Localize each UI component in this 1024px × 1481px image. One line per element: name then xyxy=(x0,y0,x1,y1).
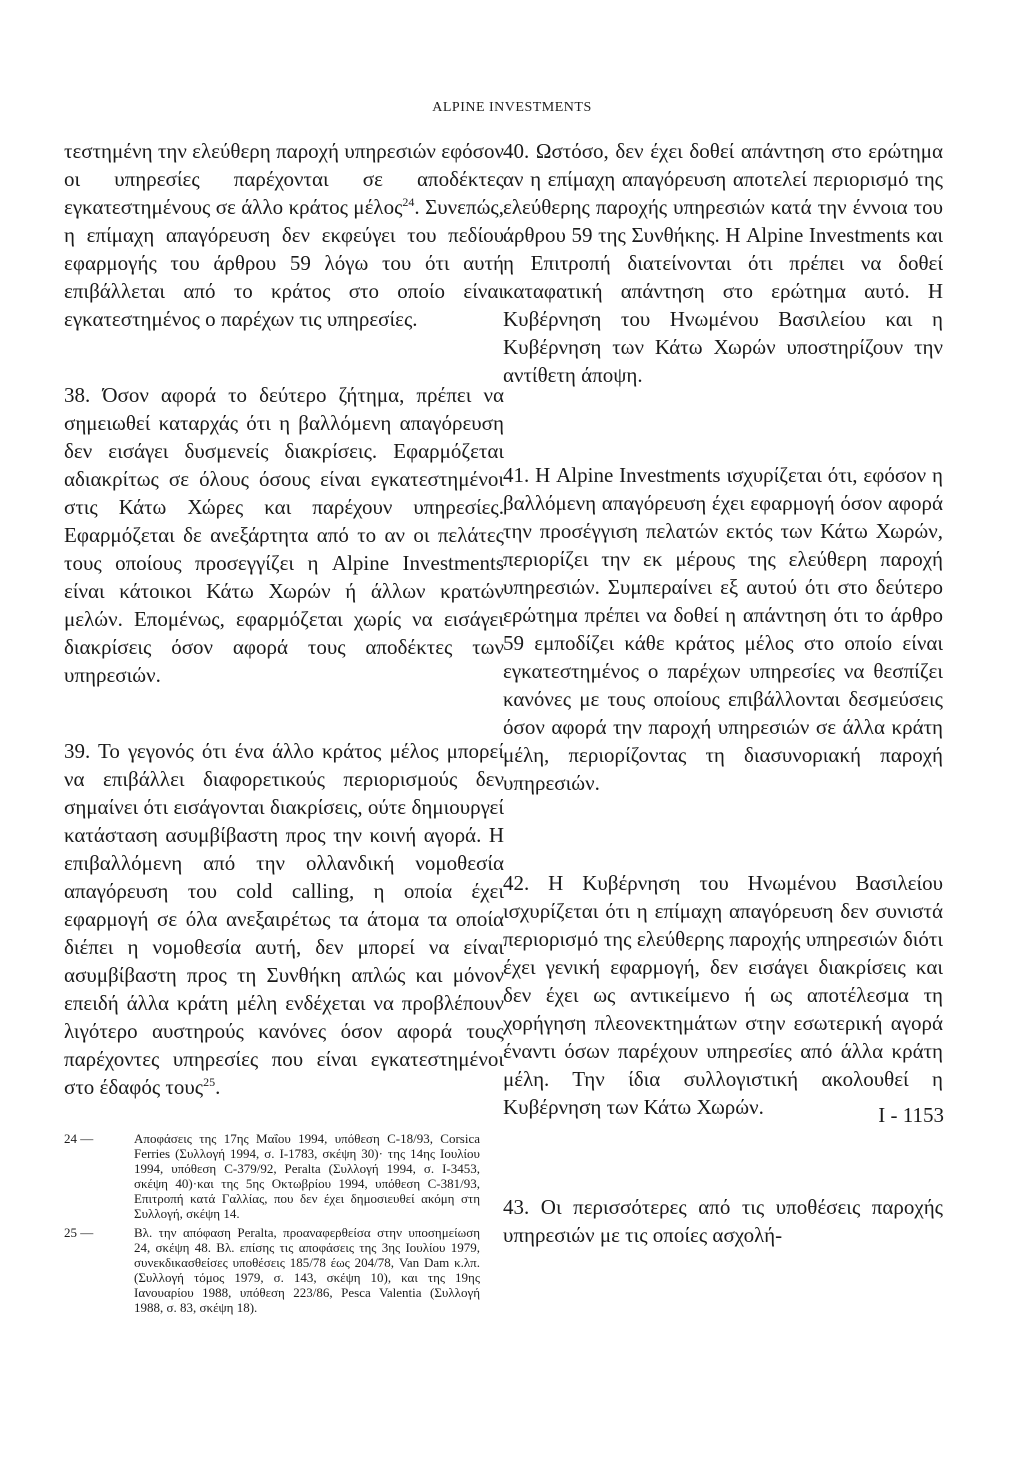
page-number: I - 1153 xyxy=(878,1103,944,1127)
running-header: ALPINE INVESTMENTS xyxy=(432,100,592,115)
footnotes xyxy=(64,1131,504,1315)
footnote-number: 25 — xyxy=(64,1225,94,1240)
paragraph-38: 38. Όσον αφορά το δεύτερο ζήτημα, πρέπει να σημειωθεί καταρχάς ότι η βαλλόμενη απαγόρευση δεν εισάγει δυσμενείς διακρίσεις. Εφαρμόζεται αδιακρίτως σε όλους όσους είναι εγκατεστημένοι στις Κάτω Χώρες και παρέχουν υπηρεσίες. Εφαρμόζεται δε ανεξάρτητα από το αν οι πελάτες τους οποίους προσεγγίζει η Alpine Investments είναι κάτοικοι Κάτω Χωρών ή άλλων κρατών μελών. Επομένως, εφαρμόζεται χωρίς να εισάγει διακρίσεις όσον αφορά τους αποδέκτες των υπηρεσιών. xyxy=(64,383,504,687)
footnote-ref-24: 24 xyxy=(402,195,415,209)
footnote-24 xyxy=(64,1131,504,1221)
right-column xyxy=(503,137,943,1249)
paragraph-40: 40. Ωστόσο, δεν έχει δοθεί απάντηση στο ερώτημα αν η επίμαχη απαγόρευση αποτελεί περιορισμό της ελεύθερης παροχής υπηρεσιών κατά την έννοια του άρθρου 59 της Συνθήκης. Η Alpine Investments και η Επιτροπή διατείνονται ότι πρέπει να δοθεί καταφατική απάντηση στο ερώτημα αυτό. Η Κυβέρνηση του Ηνωμένου Βασιλείου και η Κυβέρνηση των Κάτω Χωρών υποστηρίζουν την αντίθετη άποψη. xyxy=(503,139,943,387)
footnote-number: 24 — xyxy=(64,1131,94,1146)
paragraph-43: 43. Οι περισσότερες από τις υποθέσεις παροχής υπηρεσιών με τις οποίες ασχολή- xyxy=(503,1195,943,1247)
paragraph-39: 39. Το γεγονός ότι ένα άλλο κράτος μέλος μπορεί να επιβάλλει διαφορετικούς περιορισμούς δεν σημαίνει ότι εισάγονται διακρίσεις, ούτε δημιουργεί κατάσταση ασυμβίβαστη προς την κοινή αγορά. Η επιβαλλόμενη από την ολλανδική νομοθεσία απαγόρευση του cold calling, η οποία έχει εφαρμογή σε όλα ανεξαιρέτως τα άτομα τα οποία διέπει η νομοθεσία αυτή, δεν μπορεί να είναι ασυμβίβαστη προς τη Συνθήκη απλώς και μόνον επειδή άλλα κράτη μέλη ενδέχεται να προβλέπουν λιγότερο αυστηρούς κανόνες όσον αφορά τους παρέχοντες υπηρεσίες που είναι εγκατεστημένοι στο έδαφός τους$^{25}$. xyxy=(64,739,504,1099)
footnote-text: Αποφάσεις της 17ης Μαΐου 1994, υπόθεση C-18/93, Corsica Ferries (Συλλογή 1994, σ. I-1783, σκέψη 30)· της 14ης Ιουλίου 1994, υπόθεση C-379/92, Peralta (Συλλογή 1994, σ. I-3453, σκέψη 40)·και της 5ης Οκτωβρίου 1994, υπόθεση C-381/93, Επιτροπή κατά Γαλλίας, που δεν έχει δημοσιευθεί ακόμη στη Συλλογή, σκέψη 14. xyxy=(134,1131,480,1221)
footnote-ref-25: 25 xyxy=(203,1075,216,1089)
left-column xyxy=(64,137,504,1319)
paragraph-42: 42. Η Κυβέρνηση του Ηνωμένου Βασιλείου ισχυρίζεται ότι η επίμαχη απαγόρευση δεν συνιστά περιορισμό της ελεύθερης παροχής υπηρεσιών διότι έχει γενική εφαρμογή, δεν εισάγει διακρίσεις και δεν έχει ως αντικείμενο ή ως αποτέλεσμα τη χορήγηση πλεονεκτημάτων στην εσωτερική αγορά έναντι όσων παρέχουν υπηρεσίες από άλλα κράτη μέλη. Την ίδια συλλογιστική ακολουθεί η Κυβέρνηση των Κάτω Χωρών. xyxy=(503,871,943,1119)
footnote-text: Βλ. την απόφαση Peralta, προαναφερθείσα στην υποσημείωση 24, σκέψη 48. Βλ. επίσης τις αποφάσεις της 3ης Ιουλίου 1979, συνεκδικασθείσες υποθέσεις 185/78 έως 204/78, Van Dam κ.λπ. (Συλλογή τόμος 1979, σ. 143, σκέψη 10), και της 19ης Ιανουαρίου 1988, υπόθεση 223/86, Pesca Valentia (Συλλογή 1988, σ. 83, σκέψη 18). xyxy=(134,1225,480,1315)
paragraph-41: 41. Η Alpine Investments ισχυρίζεται ότι, εφόσον η βαλλόμενη απαγόρευση έχει εφαρμογή όσον αφορά την προσέγγιση πελατών εκτός των Κάτω Χωρών, περιορίζει την εκ μέρους της ελεύθερη παροχή υπηρεσιών. Συμπεραίνει εξ αυτού ότι στο δεύτερο ερώτημα πρέπει να δοθεί η απάντηση ότι το άρθρο 59 εμποδίζει κάθε κράτος μέλος στο οποίο είναι εγκατεστημένος ο παρέχων υπηρεσίες να θεσπίζει κανόνες με τους οποίους επιβάλλονται δεσμεύσεις όσον αφορά την παροχή υπηρεσιών σε άλλα κράτη μέλη, περιορίζοντας τη διασυνοριακή παροχή υπηρεσιών. xyxy=(503,463,943,795)
footnote-25 xyxy=(64,1225,504,1315)
paragraph-intro: τεστημένη την ελεύθερη παροχή υπηρεσιών εφόσον οι υπηρεσίες παρέχονται σε αποδέκτες εγκατεστημένους σε άλλο κράτος μέλος$^{24}$. Συνεπώς, η επίμαχη απαγόρευση δεν εκφεύγει του πεδίου εφαρμογής του άρθρου 59 λόγω του ότι αυτή επιβάλλεται από το κράτος στο οποίο είναι εγκατεστημένος ο παρέχων τις υπηρεσίες. xyxy=(64,139,504,331)
